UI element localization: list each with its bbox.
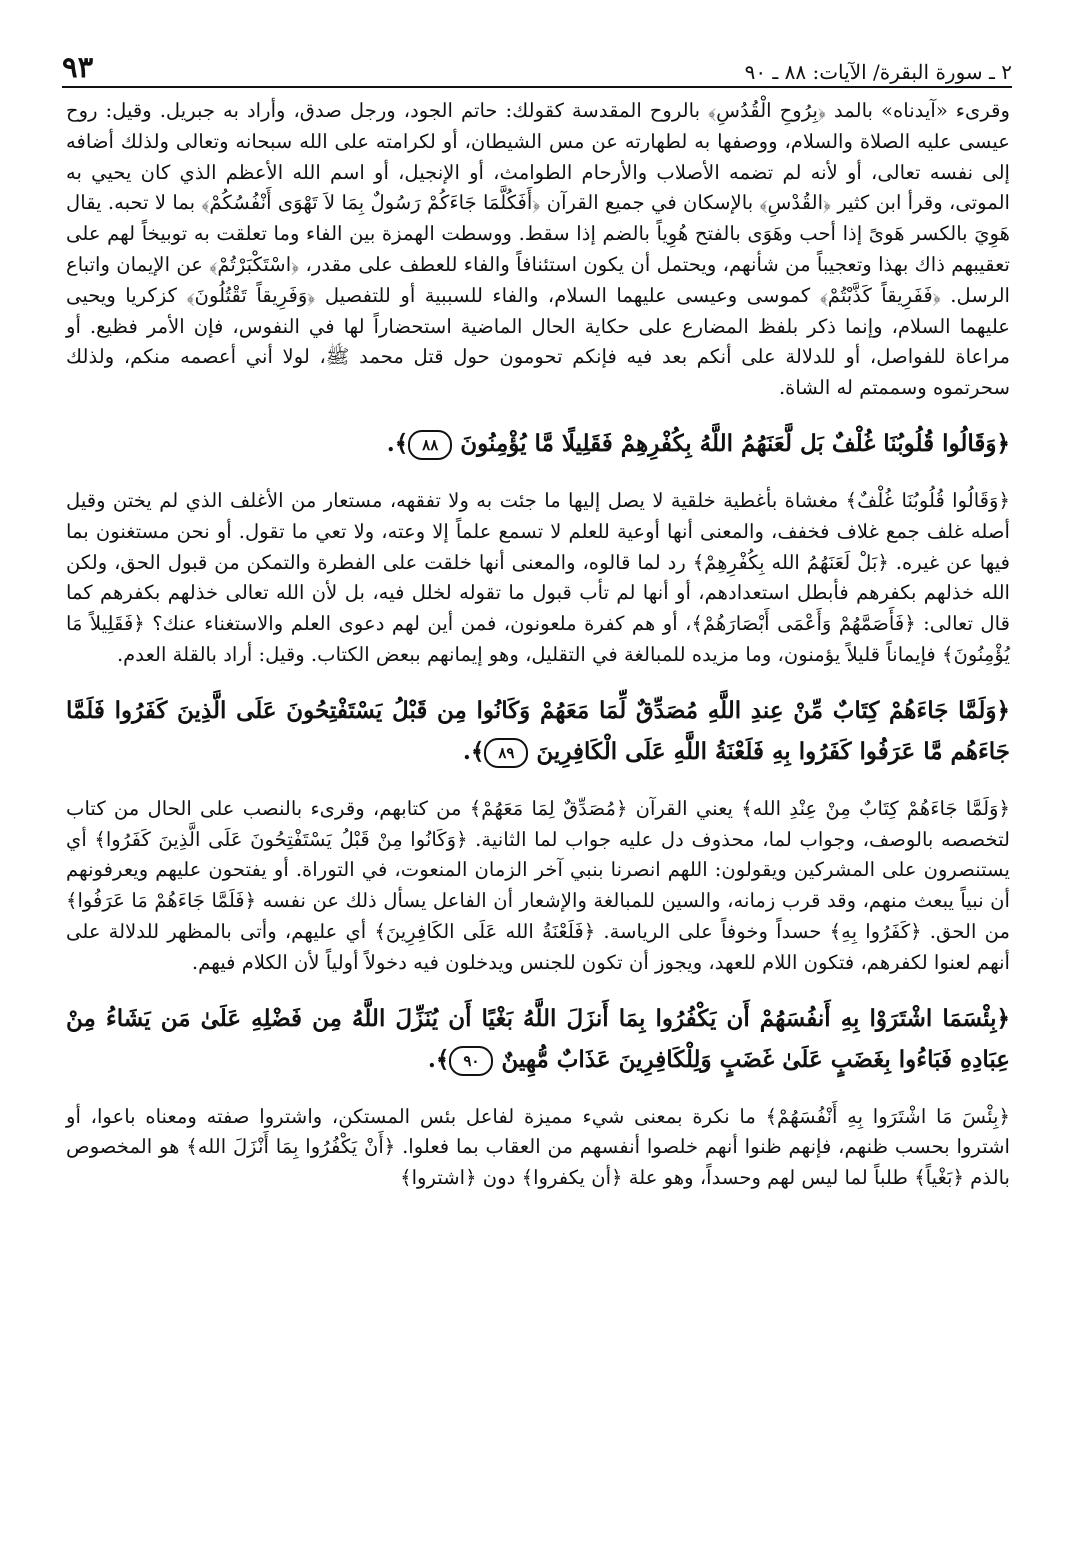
commentary-paragraph: ﴿بِئْسَ مَا اشْتَرَوا بِهِ أَنْفُسَهُمْ﴾ ما نكرة بمعنى شيء مميزة لفاعل بئس المستكن، واشتروا صفته ومعناه باعوا، أو اشتروا بحسب ظنهم، فإنهم ظنوا أنهم خلصوا أنفسهم من العقاب بما فعلوا. ﴿أَنْ يَكْفُرُوا بِمَا أَنْزَلَ الله﴾ هو المخصوص بالذم ﴿بَغْياً﴾ طلباً لما ليس لهم وحسداً، وهو علة ﴿أن يكفروا﴾ دون ﴿اشتروا﴾ (66, 1104, 1010, 1190)
page-body (66, 96, 1010, 1538)
commentary-paragraph: ﴿وَلَمَّا جَاءَهُمْ كِتَابٌ مِنْ عِنْدِ الله﴾ يعني القرآن ﴿مُصَدِّقٌ لِمَا مَعَهُمْ﴾ من كتابهم، وقرىء بالنصب على الحال من كتاب لتخصصه بالوصف، وجواب لما، محذوف دل عليه جواب لما الثانية. ﴿وَكَانُوا مِنْ قَبْلُ يَسْتَفْتِحُونَ عَلَى الَّذِينَ كَفَرُوا﴾ أي يستنصرون على المشركين ويقولون: اللهم انصرنا بنبي آخر الزمان المنعوت، في التوراة. أو يفتحون عليهم ويعرفونهم أن نبياً يبعث منهم، وقد قرب زمانه، والسين للمبالغة والإشعار أن الفاعل يسأل ذلك عن نفسه ﴿فَلَمَّا جَاءَهُمْ مَا عَرَفُوا﴾ من الحق. ﴿كَفَرُوا بِهِ﴾ حسداً وخوفاً على الرياسة. ﴿فَلَعْنَةُ الله عَلَى الكَافِرِينَ﴾ أي عليهم، وأتى بالمظهر للدلالة على أنهم لعنوا لكفرهم، فتكون اللام للعهد، ويجوز أن تكون للجنس ويدخلون فيه دخولاً أولياً لأن الكلام فيهم. (66, 796, 1010, 974)
verse-end: ﴾. (462, 737, 485, 765)
quran-verse (66, 423, 1010, 464)
page-header (62, 42, 1012, 82)
verse-number-badge: ٨٨ (408, 430, 452, 460)
commentary-paragraph: ﴿وَقَالُوا قُلُوبُنَا غُلْفٌ﴾ مغشاة بأغطية خلقية لا يصل إليها ما جئت به ولا تفقهه، مستعار من الأغلف الذي لم يختن وقيل أصله غلف جمع غلاف فخفف، والمعنى أنها أوعية للعلم لا تسمع علماً إلا وعته، ولا تعي ما تقول. أو نحن مستغنون بما فيها عن غيره. ﴿بَلْ لَعَنَهُمُ الله بِكُفْرِهِمْ﴾ رد لما قالوه، والمعنى أنها خلقت على الفطرة والتمكن من قبول الحق، ولكن الله خذلهم بكفرهم فأبطل استعدادهم، أو أنها لم تأب قبول ما تقوله لخلل فيه، بل لأن الله تعالى خذلهم بكفرهم كما قال تعالى: ﴿فَأَصَمَّهُمْ وَأَعْمَى أَبْصَارَهُمْ﴾، أو هم كفرة ملعونون، فمن أين لهم دعوى العلم والاستغناء عنك؟ ﴿فَقَلِيلاً مَا يُؤْمِنُونَ﴾ فإيماناً قليلاً يؤمنون، وما مزيده للمبالغة في التقليل، وهو إيمانهم ببعض الكتاب. وقيل: أراد بالقلة العدم. (66, 488, 1010, 666)
verse-end: ﴾. (427, 1045, 450, 1073)
verse-number-badge: ٨٩ (484, 738, 528, 768)
verse-text: ﴿وَلَمَّا جَاءَهُمْ كِتَابٌ مِّنْ عِندِ اللَّهِ مُصَدِّقٌ لِّمَا مَعَهُمْ وَكَانُوا مِن قَبْلُ يَسْتَفْتِحُونَ عَلَى الَّذِينَ كَفَرُوا فَلَمَّا جَاءَهُم مَّا عَرَفُوا كَفَرُوا بِهِ فَلَعْنَةُ اللَّهِ عَلَى الْكَافِرِينَ (66, 696, 1010, 765)
page-number: ٩٣ (62, 50, 94, 84)
commentary-paragraph: وقرىء «آيدناه» بالمد ﴿بِرُوحِ الْقُدُسِ﴾ بالروح المقدسة كقولك: حاتم الجود، ورجل صدق، وأراد به جبريل. وقيل: روح عيسى عليه الصلاة والسلام، ووصفها به لطهارته عن مس الشيطان، أو لكرامته على الله سبحانه وتعالى ولذلك أضافه إلى نفسه تعالى، أو لأنه لم تضمه الأصلاب والأرحام الطوامث، أو الإنجيل، أو اسم الله الأعظم الذي كان يحيي به الموتى، وقرأ ابن كثير ﴿القُدْسِ﴾ بالإسكان في جميع القرآن ﴿أَفَكُلَّمَا جَاءَكُمْ رَسُولٌ بِمَا لاَ تَهْوَى أَنْفُسُكُمْ﴾ بما لا تحبه. يقال هَوِيَ بالكسر هَوىً إذا أحب وهَوَى بالفتح هُوِياً بالضم إذا سقط. ووسطت الهمزة بين الفاء وما تعلقت به توبيخاً لهم على تعقيبهم ذاك بهذا وتعجيباً من شأنهم، ويحتمل أن يكون استئنافاً والفاء للعطف على مقدر، ﴿اسْتَكْبَرْتُمْ﴾ عن الإيمان واتباع الرسل. ﴿فَفَرِيقاً كَذَّبْتُمْ﴾ كموسى وعيسى عليهما السلام، والفاء للسببية أو للتفصيل ﴿وَفَرِيقاً تَقْتُلُونَ﴾ كزكريا ويحيى عليهما السلام، وإنما ذكر بلفظ المضارع على حكاية الحال الماضية استحضاراً لها في النفوس، فإن الأمر فظيع. أو مراعاة للفواصل، أو للدلالة على أنكم بعد فيه فإنكم تحومون حول قتل محمد ﷺ، لولا أني أعصمه منكم، ولذلك سحرتموه وسممتم له الشاة. (66, 99, 1010, 400)
quran-verse (66, 690, 1010, 772)
verse-end: ﴾. (386, 429, 409, 457)
running-head: ٢ ـ سورة البقرة/ الآيات: ٨٨ ـ ٩٠ (744, 60, 1012, 84)
verse-text: ﴿بِئْسَمَا اشْتَرَوْا بِهِ أَنفُسَهُمْ أَن يَكْفُرُوا بِمَا أَنزَلَ اللَّهُ بَغْيًا أَن يُنَزِّلَ اللَّهُ مِن فَضْلِهِ عَلَىٰ مَن يَشَاءُ مِنْ عِبَادِهِ فَبَاءُوا بِغَضَبٍ عَلَىٰ غَضَبٍ وَلِلْكَافِرِينَ عَذَابٌ مُّهِينٌ (66, 1004, 1010, 1073)
verse-text: ﴿وَقَالُوا قُلُوبُنَا غُلْفٌ بَل لَّعَنَهُمُ اللَّهُ بِكُفْرِهِمْ فَقَلِيلًا مَّا يُؤْمِنُونَ (460, 429, 1010, 457)
header-rule (62, 86, 1012, 88)
verse-number-badge: ٩٠ (449, 1046, 493, 1076)
quran-verse (66, 998, 1010, 1080)
